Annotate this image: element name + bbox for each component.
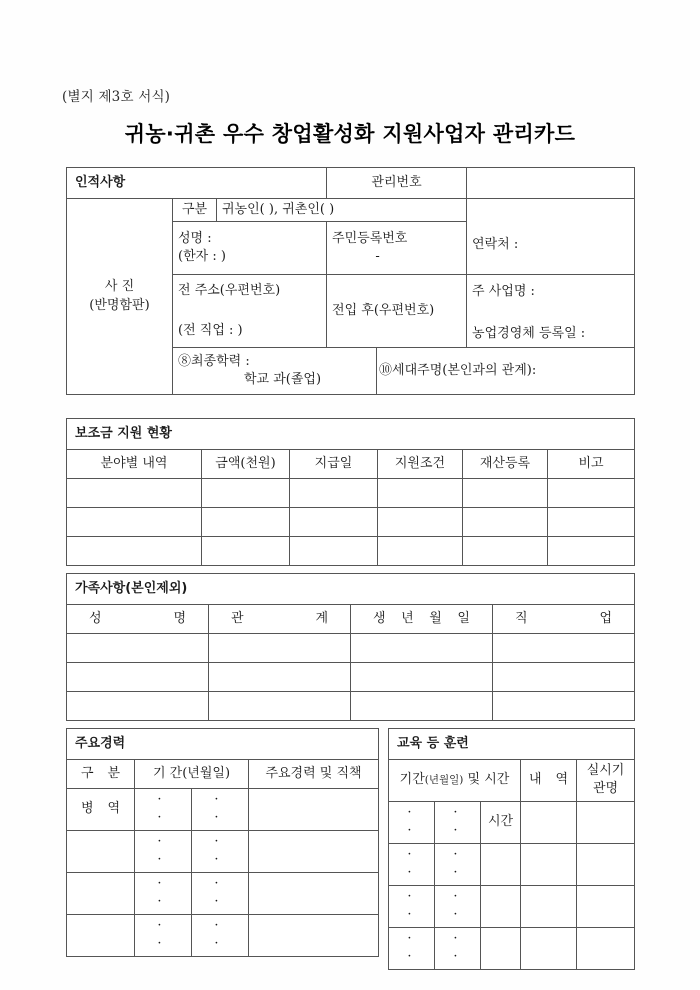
cell-name[interactable] — [67, 692, 209, 721]
cell-category[interactable] — [67, 537, 202, 566]
cell-career-detail[interactable] — [249, 789, 379, 831]
column-header-birthdate: 생 년 월 일 — [351, 605, 493, 634]
education-section-title: 교육 등 훈련 — [389, 729, 635, 760]
final-education-label: ⑧최종학력 : — [178, 354, 250, 369]
cell-division[interactable] — [67, 872, 135, 914]
career-history-table — [66, 728, 379, 957]
table-row — [67, 663, 635, 692]
table-row — [67, 574, 635, 605]
cell-condition[interactable] — [378, 479, 463, 508]
cell-division[interactable] — [67, 830, 135, 872]
column-header-asset-registration: 재산등록 — [463, 450, 548, 479]
cell-period-to[interactable]: · · — [192, 789, 249, 831]
cell-period-from[interactable]: · · — [389, 843, 435, 885]
table-row — [67, 537, 635, 566]
cell-hours[interactable]: 시간 — [481, 801, 521, 843]
column-header-detail: 내 역 — [521, 760, 577, 802]
cell-period-to[interactable]: · · — [192, 914, 249, 956]
column-header-institution: 실시기관명 — [577, 760, 635, 802]
cell-asset-registration[interactable] — [463, 479, 548, 508]
cell-relation[interactable] — [209, 634, 351, 663]
cell-remarks[interactable] — [548, 479, 635, 508]
table-row — [67, 634, 635, 663]
cell-birthdate[interactable] — [351, 692, 493, 721]
cell-asset-registration[interactable] — [463, 537, 548, 566]
table-header-row — [67, 605, 635, 634]
table-row — [389, 843, 635, 885]
table-row — [67, 479, 635, 508]
cell-payment-date[interactable] — [290, 508, 378, 537]
form-code: (별지 제3호 서식) — [62, 89, 171, 105]
cell-occupation[interactable] — [493, 663, 635, 692]
cell-birthdate[interactable] — [351, 634, 493, 663]
resident-number-dash: - — [375, 249, 380, 265]
column-header-payment-date: 지급일 — [290, 450, 378, 479]
column-header-occupation: 직 업 — [493, 605, 635, 634]
cell-relation[interactable] — [209, 692, 351, 721]
business-cell[interactable] — [467, 275, 635, 348]
career-section-title: 주요경력 — [67, 729, 379, 760]
period-tail-text: 및 시간 — [463, 772, 510, 788]
table-row — [67, 419, 635, 450]
cell-division[interactable] — [67, 914, 135, 956]
cell-category[interactable] — [67, 508, 202, 537]
cell-detail[interactable] — [521, 801, 577, 843]
final-education-line2: 학교 과(졸업) — [244, 372, 322, 388]
cell-institution[interactable] — [577, 801, 635, 843]
previous-job-label: (전 직업 : ) — [178, 323, 243, 339]
table-row — [67, 872, 379, 914]
column-header-category: 분야별 내역 — [67, 450, 202, 479]
cell-period-from[interactable]: · · — [389, 801, 435, 843]
table-header-row — [67, 450, 635, 479]
category-label: 구분 — [173, 199, 217, 222]
column-header-career-detail: 주요경력 및 직책 — [249, 760, 379, 789]
cell-period-from[interactable]: · · — [389, 927, 435, 969]
table-header-row — [67, 760, 379, 789]
cell-name[interactable] — [67, 663, 209, 692]
cell-period-to[interactable]: · · — [435, 927, 481, 969]
family-information-table — [66, 573, 635, 721]
cell-remarks[interactable] — [548, 508, 635, 537]
cell-amount[interactable] — [202, 479, 290, 508]
previous-address-label: 전 주소(우편번호) — [178, 283, 281, 298]
column-header-condition: 지원조건 — [378, 450, 463, 479]
resident-number-cell[interactable] — [327, 222, 467, 275]
cell-payment-date[interactable] — [290, 479, 378, 508]
page-title: 귀농·귀촌 우수 창업활성화 지원사업자 관리카드 — [124, 122, 576, 146]
table-row — [67, 830, 379, 872]
family-section-title: 가족사항(본인제외) — [67, 574, 635, 605]
final-education-cell[interactable] — [173, 348, 377, 395]
cell-institution[interactable] — [577, 843, 635, 885]
table-row — [67, 914, 379, 956]
cell-category[interactable] — [67, 479, 202, 508]
cell-condition[interactable] — [378, 508, 463, 537]
name-label: 성명 : — [178, 231, 212, 246]
column-header-remarks: 비고 — [548, 450, 635, 479]
cell-hours[interactable] — [481, 843, 521, 885]
previous-address-cell[interactable] — [173, 275, 327, 348]
cell-period-to[interactable]: · · — [435, 885, 481, 927]
cell-occupation[interactable] — [493, 634, 635, 663]
resident-number-label: 주민등록번호 — [332, 231, 408, 246]
subsidy-section-title: 보조금 지원 현황 — [67, 419, 635, 450]
personal-section-title: 인적사항 — [67, 168, 327, 199]
table-row — [67, 508, 635, 537]
cell-payment-date[interactable] — [290, 537, 378, 566]
cell-amount[interactable] — [202, 508, 290, 537]
cell-name[interactable] — [67, 634, 209, 663]
table-row — [67, 729, 379, 760]
name-cell[interactable] — [173, 222, 327, 275]
cell-hours[interactable] — [481, 927, 521, 969]
management-number-field[interactable] — [467, 168, 635, 199]
cell-career-detail[interactable] — [249, 830, 379, 872]
category-options-field[interactable]: 귀농인( ), 귀촌인( ) — [217, 199, 467, 222]
table-row — [389, 885, 635, 927]
cell-institution[interactable] — [577, 927, 635, 969]
farm-registration-date-label: 농업경영체 등록일 : — [472, 326, 586, 342]
column-header-amount: 금액(천원) — [202, 450, 290, 479]
cell-division[interactable]: 병 역 — [67, 789, 135, 831]
main-business-label: 주 사업명 : — [472, 284, 535, 299]
cell-asset-registration[interactable] — [463, 508, 548, 537]
cell-condition[interactable] — [378, 537, 463, 566]
cell-relation[interactable] — [209, 663, 351, 692]
table-row — [389, 801, 635, 843]
column-header-period: 기 간(년월일) — [135, 760, 249, 789]
subsidy-status-table — [66, 418, 635, 566]
cell-occupation[interactable] — [493, 692, 635, 721]
photo-placeholder-cell[interactable] — [67, 199, 173, 395]
cell-detail[interactable] — [521, 927, 577, 969]
cell-career-detail[interactable] — [249, 872, 379, 914]
period-main-text: 기간 — [399, 772, 425, 788]
householder-label[interactable]: ⑩세대주명(본인과의 관계): — [377, 348, 635, 395]
name-hanja-label: (한자 : ) — [178, 249, 226, 265]
photo-label-line2: (반명함판) — [89, 297, 150, 313]
table-row — [67, 199, 635, 222]
education-training-table — [388, 728, 635, 970]
cell-period-to[interactable]: · · — [192, 830, 249, 872]
cell-period-to[interactable]: · · — [192, 872, 249, 914]
cell-detail[interactable] — [521, 843, 577, 885]
table-row — [67, 789, 379, 831]
column-header-relation: 관 계 — [209, 605, 351, 634]
table-row — [389, 927, 635, 969]
cell-remarks[interactable] — [548, 537, 635, 566]
cell-amount[interactable] — [202, 537, 290, 566]
table-header-row — [389, 760, 635, 802]
cell-career-detail[interactable] — [249, 914, 379, 956]
table-row — [67, 168, 635, 199]
column-header-division: 구 분 — [67, 760, 135, 789]
cell-period-to[interactable]: · · — [435, 801, 481, 843]
photo-label-line1: 사 진 — [104, 279, 135, 295]
cell-period-from[interactable]: · · — [135, 914, 192, 956]
column-header-name: 성 명 — [67, 605, 209, 634]
cell-period-from[interactable]: · · — [135, 789, 192, 831]
personal-information-table — [66, 167, 635, 395]
table-row — [67, 692, 635, 721]
new-address-label[interactable]: 전입 후(우편번호) — [327, 275, 467, 348]
period-sub-text: (년월일) — [424, 774, 464, 787]
column-header-period-and-hours — [389, 760, 521, 802]
cell-period-from[interactable]: · · — [389, 885, 435, 927]
cell-period-from[interactable]: · · — [135, 872, 192, 914]
cell-period-to[interactable]: · · — [435, 843, 481, 885]
management-number-label: 관리번호 — [327, 168, 467, 199]
cell-detail[interactable] — [521, 885, 577, 927]
cell-institution[interactable] — [577, 885, 635, 927]
contact-field[interactable]: 연락처 : — [467, 199, 635, 275]
cell-birthdate[interactable] — [351, 663, 493, 692]
cell-hours[interactable] — [481, 885, 521, 927]
table-row — [389, 729, 635, 760]
cell-period-from[interactable]: · · — [135, 830, 192, 872]
